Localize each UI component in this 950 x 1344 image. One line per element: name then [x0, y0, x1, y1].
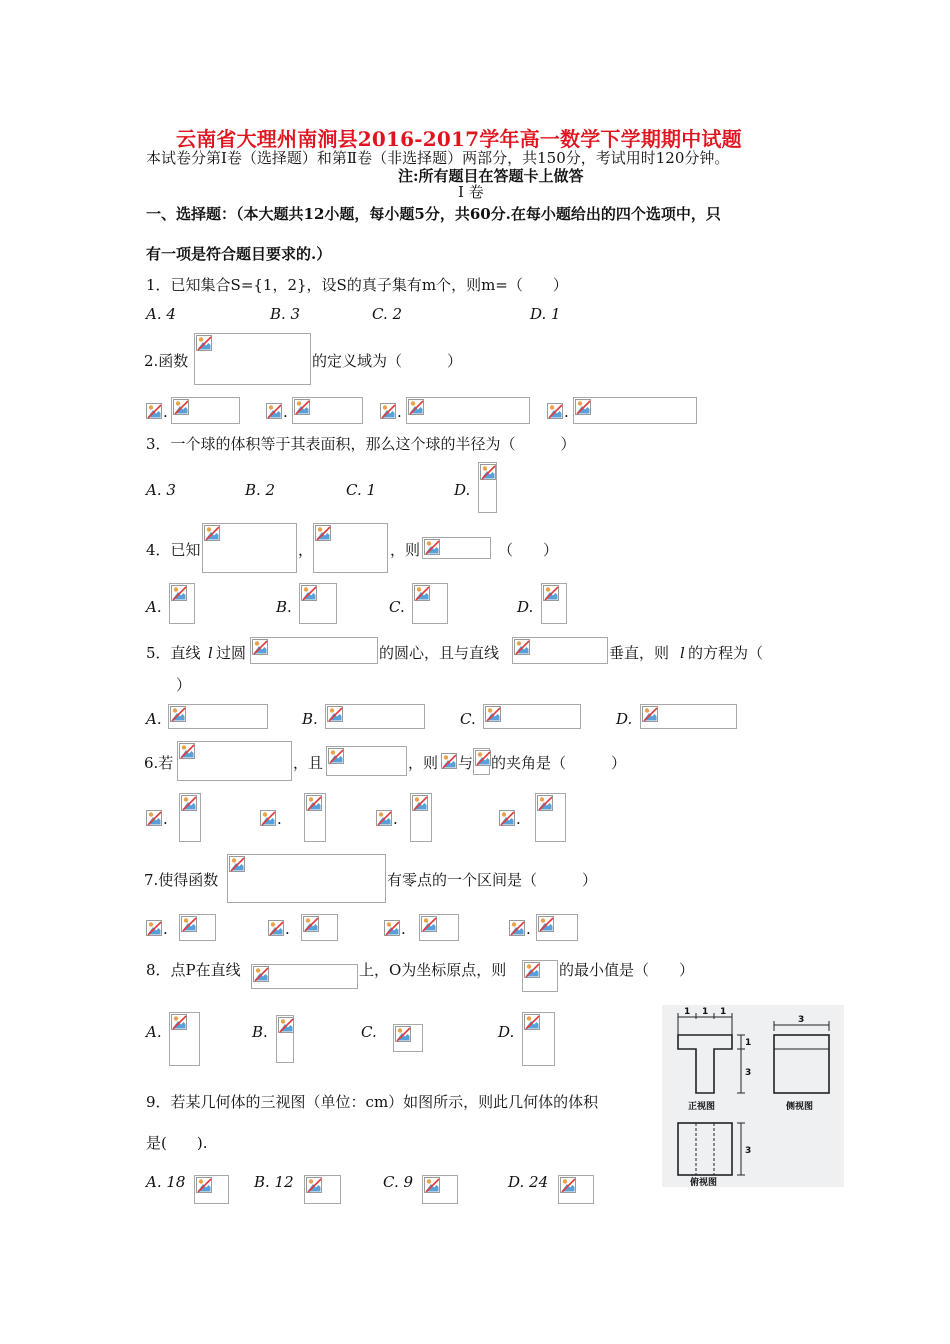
question-7-label: 7.使得函数	[144, 871, 219, 889]
broken-image-icon	[260, 810, 276, 826]
formula-image	[326, 746, 407, 776]
broken-image-icon	[171, 1014, 187, 1030]
dim-label: 3	[798, 1015, 805, 1025]
broken-image-icon	[376, 810, 392, 826]
three-view-figure	[662, 1005, 844, 1187]
dim-label: 3	[745, 1146, 752, 1156]
option-separator: .	[283, 403, 288, 421]
broken-image-icon	[414, 585, 430, 601]
q8-option-c: C.	[361, 1023, 377, 1041]
broken-image-icon	[306, 795, 322, 811]
formula-image	[473, 748, 490, 775]
q3-option-a: A. 3	[146, 481, 176, 499]
text-segment: 的最小值是（ ）	[559, 961, 695, 979]
text-segment: 的夹角是（ ）	[491, 754, 627, 772]
q1-option-b: B. 3	[270, 305, 301, 323]
broken-image-icon	[560, 1177, 576, 1193]
broken-image-icon	[642, 706, 658, 722]
broken-image-icon	[181, 916, 197, 932]
option-separator: .	[163, 810, 168, 828]
q9-option-b: B. 12	[254, 1173, 294, 1191]
q2-option-b-image	[292, 397, 363, 424]
option-separator: .	[516, 810, 521, 828]
broken-image-icon	[303, 916, 319, 932]
broken-image-icon	[421, 916, 437, 932]
formula-image	[422, 537, 491, 559]
q5-option-d-image	[640, 704, 737, 729]
q9-option-a-image	[194, 1175, 229, 1204]
intro-text: 本试卷分第Ⅰ卷（选择题）和第Ⅱ卷（非选择题）两部分，共150分，考试用时120分钟。	[146, 149, 730, 167]
section-heading-cont: 有一项是符合题目要求的.）	[146, 245, 332, 263]
q1-option-a: A. 4	[146, 305, 176, 323]
broken-image-icon	[538, 916, 554, 932]
broken-image-icon	[424, 539, 440, 555]
broken-image-icon	[301, 585, 317, 601]
q9-option-a: A. 18	[146, 1173, 186, 1191]
section-heading: 一、选择题：（本大题共12小题，每小题5分，共60分.在每小题给出的四个选项中，只	[146, 205, 721, 223]
broken-image-icon	[266, 403, 282, 419]
q8-option-c-image	[393, 1024, 423, 1052]
side-view-label: 侧视图	[786, 1102, 814, 1112]
broken-image-icon	[395, 1026, 411, 1042]
broken-image-icon	[170, 706, 186, 722]
broken-image-icon	[146, 403, 162, 419]
q2-option-c-image	[406, 397, 530, 424]
formula-image	[202, 523, 297, 573]
option-separator: .	[397, 403, 402, 421]
text-segment: 上，O为坐标原点，则	[359, 961, 507, 979]
q4-option-b-image	[299, 583, 337, 624]
broken-image-icon	[441, 753, 457, 769]
broken-image-icon	[408, 399, 424, 415]
q9-option-c-image	[422, 1175, 458, 1204]
q4-option-d-image	[541, 583, 567, 624]
broken-image-icon	[146, 920, 162, 936]
text-segment: 垂直，则	[609, 644, 670, 662]
broken-image-icon	[204, 525, 220, 541]
q3-option-c: C. 1	[346, 481, 377, 499]
front-view-label: 正视图	[688, 1102, 716, 1112]
option-separator: .	[564, 403, 569, 421]
line-symbol: l	[208, 644, 213, 662]
broken-image-icon	[196, 335, 212, 351]
q5-option-d: D.	[616, 710, 633, 728]
q5-option-c: C.	[460, 710, 476, 728]
broken-image-icon	[268, 920, 284, 936]
text-segment: 有零点的一个区间是（ ）	[387, 871, 598, 889]
broken-image-icon	[524, 1014, 540, 1030]
q9-option-d: D. 24	[508, 1173, 549, 1191]
q8-option-a-image	[169, 1012, 200, 1066]
answer-paren: （ ）	[498, 541, 559, 559]
broken-image-icon	[499, 810, 515, 826]
q8-option-b: B.	[252, 1023, 268, 1041]
question-3-stem: 3．一个球的体积等于其表面积，那么这个球的半径为（ ）	[146, 435, 576, 453]
q6-option-b-image	[304, 793, 326, 842]
option-separator: .	[526, 920, 531, 938]
answer-paren-close: ）	[176, 676, 192, 694]
formula-image	[251, 964, 358, 989]
question-2-label: 2.函数	[144, 352, 189, 370]
option-separator: .	[163, 403, 168, 421]
question-9-stem: 9．若某几何体的三视图（单位：cm）如图所示，则此几何体的体积	[146, 1093, 599, 1111]
option-separator: .	[401, 920, 406, 938]
broken-image-icon	[485, 706, 501, 722]
formula-image	[250, 637, 378, 664]
q6-option-d-image	[535, 793, 566, 842]
q1-option-c: C. 2	[372, 305, 403, 323]
dim-label: 1	[684, 1007, 691, 1017]
dim-label: 1	[720, 1007, 727, 1017]
question-4-label: 4．已知	[146, 541, 201, 559]
formula-image	[227, 854, 386, 903]
question-1-stem: 1．已知集合S={1，2}，设S的真子集有m个，则m=（ ）	[146, 276, 568, 294]
dim-label: 3	[745, 1068, 752, 1078]
broken-image-icon	[514, 639, 530, 655]
text-segment: 与	[458, 754, 474, 772]
question-6-label: 6.若	[144, 754, 174, 772]
broken-image-icon	[509, 920, 525, 936]
broken-image-icon	[327, 706, 343, 722]
broken-image-icon	[179, 743, 195, 759]
formula-image	[522, 960, 558, 992]
q4-option-c-image	[412, 583, 448, 624]
question-8-label: 8．点P在直线	[146, 961, 241, 979]
comma: ，	[298, 541, 314, 559]
broken-image-icon	[475, 750, 491, 766]
question-9-stem-cont: 是( ).	[146, 1134, 208, 1152]
q7-option-c-image	[419, 914, 459, 941]
broken-image-icon	[543, 585, 559, 601]
text-segment: ，则	[408, 754, 439, 772]
question-5-label: 5．直线	[146, 644, 201, 662]
broken-image-icon	[171, 585, 187, 601]
q5-option-b-image	[325, 704, 425, 729]
formula-image	[512, 637, 608, 664]
q4-option-b: B.	[276, 598, 292, 616]
text-segment: 过圆	[216, 644, 247, 662]
q8-option-d: D.	[498, 1023, 515, 1041]
broken-image-icon	[547, 403, 563, 419]
broken-image-icon	[196, 1177, 212, 1193]
broken-image-icon	[384, 920, 400, 936]
q4-option-a: A.	[146, 598, 162, 616]
q3-option-d: D.	[454, 481, 471, 499]
then-text: ，则	[390, 541, 421, 559]
q2-option-d-image	[573, 397, 697, 424]
question-2-tail: 的定义域为（ ）	[312, 352, 463, 370]
line-symbol: l	[680, 644, 685, 662]
text-segment: 的方程为（	[688, 644, 764, 662]
broken-image-icon	[328, 748, 344, 764]
q8-option-a: A.	[146, 1023, 162, 1041]
note-text: 注:所有题目在答题卡上做答	[398, 167, 584, 185]
broken-image-icon	[424, 1177, 440, 1193]
q5-option-b: B.	[302, 710, 318, 728]
formula-image	[177, 741, 292, 781]
q5-option-c-image	[483, 704, 581, 729]
q5-option-a-image	[168, 704, 268, 729]
top-view-label: 俯视图	[690, 1178, 718, 1187]
q7-option-b-image	[301, 914, 338, 941]
q6-option-a-image	[179, 793, 201, 842]
q2-option-a-image	[171, 397, 240, 424]
broken-image-icon	[380, 403, 396, 419]
q9-option-b-image	[304, 1175, 341, 1204]
volume-label: Ⅰ 卷	[458, 183, 484, 201]
broken-image-icon	[575, 399, 591, 415]
broken-image-icon	[173, 399, 189, 415]
q7-option-d-image	[536, 914, 578, 941]
option-separator: .	[393, 810, 398, 828]
broken-image-icon	[306, 1177, 322, 1193]
q3-option-b: B. 2	[245, 481, 276, 499]
q6-option-c-image	[410, 793, 432, 842]
broken-image-icon	[146, 810, 162, 826]
dim-label: 1	[745, 1038, 752, 1048]
dim-label: 1	[702, 1007, 709, 1017]
q5-option-a: A.	[146, 710, 162, 728]
broken-image-icon	[480, 464, 496, 480]
text-segment: ，且	[293, 754, 324, 772]
formula-image	[194, 333, 311, 385]
broken-image-icon	[181, 795, 197, 811]
q3-option-d-image	[478, 462, 497, 513]
q8-option-d-image	[522, 1012, 555, 1066]
q1-option-d: D. 1	[530, 305, 561, 323]
q4-option-a-image	[169, 583, 195, 624]
broken-image-icon	[315, 525, 331, 541]
q9-option-c: C. 9	[383, 1173, 414, 1191]
q7-option-a-image	[179, 914, 216, 941]
broken-image-icon	[278, 1017, 294, 1033]
broken-image-icon	[294, 399, 310, 415]
q9-option-d-image	[558, 1175, 594, 1204]
broken-image-icon	[412, 795, 428, 811]
text-segment: 的圆心，且与直线	[379, 644, 500, 662]
q4-option-c: C.	[389, 598, 405, 616]
q8-option-b-image	[276, 1015, 294, 1063]
q4-option-d: D.	[517, 598, 534, 616]
option-separator: .	[277, 810, 282, 828]
broken-image-icon	[229, 856, 245, 872]
formula-image	[313, 523, 388, 573]
page-title: 云南省大理州南涧县2016-2017学年高一数学下学期期中试题	[176, 127, 742, 151]
broken-image-icon	[524, 962, 540, 978]
broken-image-icon	[253, 966, 269, 982]
option-separator: .	[163, 920, 168, 938]
broken-image-icon	[537, 795, 553, 811]
broken-image-icon	[252, 639, 268, 655]
option-separator: .	[285, 920, 290, 938]
